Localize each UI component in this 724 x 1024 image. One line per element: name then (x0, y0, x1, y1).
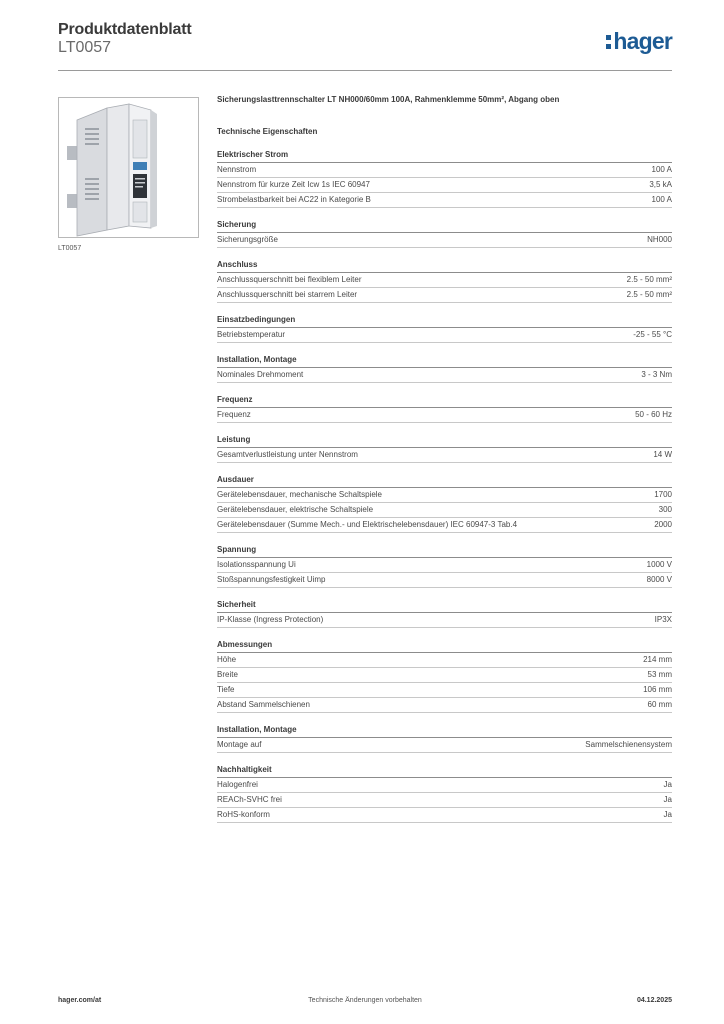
section-title: Nachhaltigkeit (217, 764, 672, 778)
document-title: Produktdatenblatt (58, 21, 192, 38)
section-title: Sicherheit (217, 599, 672, 613)
property-row (217, 233, 672, 248)
property-row (217, 778, 672, 793)
property-row (217, 163, 672, 178)
property-label: Montage auf (217, 740, 262, 749)
property-section (217, 219, 672, 248)
section-title: Einsatzbedingungen (217, 314, 672, 328)
property-value: 3 - 3 Nm (641, 370, 672, 379)
property-label: Halogenfrei (217, 780, 258, 789)
property-row (217, 488, 672, 503)
property-row (217, 808, 672, 823)
datasheet-content (217, 94, 672, 834)
properties-sections (217, 149, 672, 823)
property-section (217, 354, 672, 383)
property-value: 1700 (654, 490, 672, 499)
section-title: Anschluss (217, 259, 672, 273)
property-value: 2.5 - 50 mm² (626, 290, 672, 299)
section-title: Installation, Montage (217, 724, 672, 738)
page-footer (58, 997, 672, 1009)
property-value: 2000 (654, 520, 672, 529)
property-section (217, 764, 672, 823)
property-label: Sicherungsgröße (217, 235, 278, 244)
property-value: Ja (663, 780, 672, 789)
property-section (217, 474, 672, 533)
property-value: 1000 V (646, 560, 672, 569)
property-value: 214 mm (643, 655, 672, 664)
image-caption: LT0057 (58, 245, 82, 252)
property-value: 50 - 60 Hz (635, 410, 672, 419)
section-title: Abmessungen (217, 639, 672, 653)
property-value: 3,5 kA (649, 180, 672, 189)
property-label: Anschlussquerschnitt bei starrem Leiter (217, 290, 358, 299)
property-value: IP3X (654, 615, 672, 624)
property-label: Gerätelebensdauer, mechanische Schaltspiele (217, 490, 382, 499)
property-value: NH000 (647, 235, 672, 244)
footer-notice: Technische Änderungen vorbehalten (308, 997, 422, 1004)
property-value: 14 W (653, 450, 672, 459)
property-row (217, 288, 672, 303)
property-value: 8000 V (646, 575, 672, 584)
property-value: Ja (663, 795, 672, 804)
property-section (217, 599, 672, 628)
property-row (217, 408, 672, 423)
property-value: 106 mm (643, 685, 672, 694)
property-row (217, 613, 672, 628)
section-title: Elektrischer Strom (217, 149, 672, 163)
section-title: Leistung (217, 434, 672, 448)
property-label: Nennstrom (217, 165, 257, 174)
property-value: 300 (658, 505, 672, 514)
document-product-code: LT0057 (58, 39, 112, 56)
property-label: Isolationsspannung Ui (217, 560, 296, 569)
property-value: Sammelschienensystem (585, 740, 672, 749)
technical-properties-heading: Technische Eigenschaften (217, 127, 318, 136)
property-label: Höhe (217, 655, 237, 664)
property-label: REACh-SVHC frei (217, 795, 282, 804)
property-label: Breite (217, 670, 238, 679)
section-title: Spannung (217, 544, 672, 558)
property-label: Abstand Sammelschienen (217, 700, 310, 709)
product-image (58, 97, 199, 238)
property-value: 53 mm (647, 670, 672, 679)
property-label: Gesamtverlustleistung unter Nennstrom (217, 450, 358, 459)
fuse-switch-illustration (59, 98, 198, 237)
property-row (217, 448, 672, 463)
footer-date: 04.12.2025 (636, 997, 672, 1004)
property-section (217, 544, 672, 588)
property-label: Gerätelebensdauer (Summe Mech.- und Elektrischelebensdauer) IEC 60947-3 Tab.4 (217, 520, 518, 529)
logo-wordmark: hager (613, 27, 672, 54)
property-value: 2.5 - 50 mm² (626, 275, 672, 284)
property-row (217, 698, 672, 713)
property-section (217, 639, 672, 713)
property-label: Tiefe (217, 685, 235, 694)
section-title: Installation, Montage (217, 354, 672, 368)
property-label: Betriebstemperatur (217, 330, 286, 339)
property-row (217, 558, 672, 573)
property-label: Nominales Drehmoment (217, 370, 304, 379)
property-section (217, 434, 672, 463)
property-row (217, 573, 672, 588)
section-title: Sicherung (217, 219, 672, 233)
section-title: Ausdauer (217, 474, 672, 488)
property-row (217, 273, 672, 288)
property-value: -25 - 55 °C (633, 330, 672, 339)
page-header (58, 20, 672, 71)
logo-colon-icon (606, 31, 612, 53)
footer-website: hager.com/at (58, 997, 102, 1004)
property-label: Strombelastbarkeit bei AC22 in Kategorie B (217, 195, 371, 204)
property-value: Ja (663, 810, 672, 819)
property-value: 60 mm (647, 700, 672, 709)
property-row (217, 328, 672, 343)
property-section (217, 149, 672, 208)
property-value: 100 A (651, 165, 672, 174)
property-label: IP-Klasse (Ingress Protection) (217, 615, 324, 624)
property-row (217, 178, 672, 193)
property-label: Gerätelebensdauer, elektrische Schaltspiele (217, 505, 374, 514)
property-label: RoHS-konform (217, 810, 270, 819)
property-row (217, 503, 672, 518)
property-label: Frequenz (217, 410, 251, 419)
property-row (217, 653, 672, 668)
property-section (217, 724, 672, 753)
property-row (217, 193, 672, 208)
property-section (217, 259, 672, 303)
property-row (217, 518, 672, 533)
property-label: Nennstrom für kurze Zeit Icw 1s IEC 60947 (217, 180, 370, 189)
property-row (217, 738, 672, 753)
property-row (217, 793, 672, 808)
property-row (217, 683, 672, 698)
property-section (217, 314, 672, 343)
property-value: 100 A (651, 195, 672, 204)
property-row (217, 668, 672, 683)
section-title: Frequenz (217, 394, 672, 408)
product-title: Sicherungslasttrennschalter LT NH000/60mm 100A, Rahmenklemme 50mm², Abgang oben (217, 95, 560, 104)
hager-logo (606, 26, 672, 56)
property-label: Stoßspannungsfestigkeit Uimp (217, 575, 326, 584)
property-label: Anschlussquerschnitt bei flexiblem Leiter (217, 275, 362, 284)
property-section (217, 394, 672, 423)
property-row (217, 368, 672, 383)
